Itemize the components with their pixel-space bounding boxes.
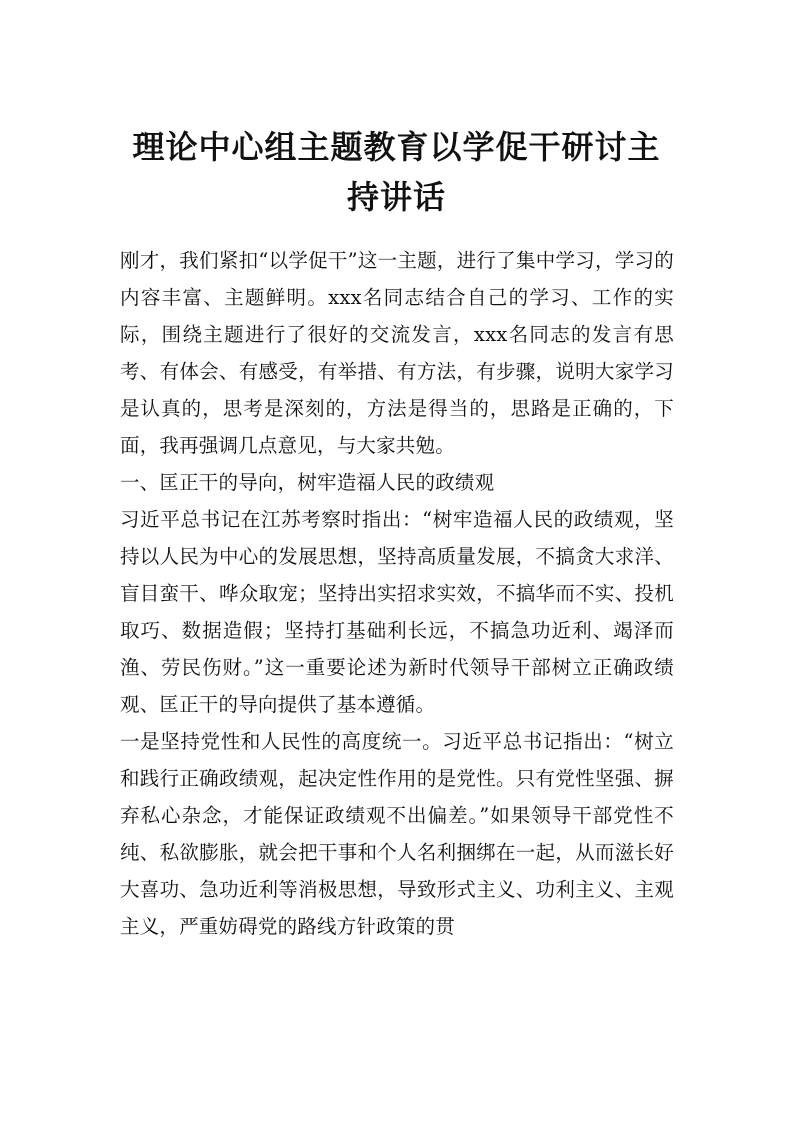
paragraph-quote: 习近平总书记在江苏考察时指出：“树牢造福人民的政绩观，坚持以人民为中心的发展思想，坚持高质量发展，不搞贪大求洋、盲目蛮干、哗众取宠；坚持出实招求实效，不搞华而不实、投机取巧、数据造假；坚持打基础利长远，不搞急功近利、竭泽而渔、劳民伤财。”这一重要论述为新时代领导干部树立正确政绩观、匡正干的导向提供了基本遵循。 xyxy=(120,508,674,716)
paragraph-point-1: 一是坚持党性和人民性的高度统一。习近平总书记指出：“树立和践行正确政绩观，起决定性作用的是党性。只有党性坚强、摒弃私心杂念，才能保证政绩观不出偏差。”如果领导干部党性不纯、私欲膨胀，就会把干事和个人名利捆绑在一起，从而滋长好大喜功、急功近利等消极思想，导致形式主义、功利主义、主观主义，严重妨碍党的路线方针政策的贯 xyxy=(120,730,674,938)
paragraph-intro: 刚才，我们紧扣“以学促干”这一主题，进行了集中学习，学习的内容丰富、主题鲜明。xxx名同志结合自己的学习、工作的实际，围绕主题进行了很好的交流发言，xxx名同志的发言有思考、有体会、有感受，有举措、有方法，有步骤，说明大家学习是认真的，思考是深刻的，方法是得当的，思路是正确的，下面，我再强调几点意见，与大家共勉。 xyxy=(120,249,674,457)
document-body xyxy=(120,242,674,945)
document-title: 理论中心组主题教育以学促干研讨主持讲话 xyxy=(132,128,661,216)
section-heading-1: 一、匡正干的导向，树牢造福人民的政绩观 xyxy=(120,471,495,494)
